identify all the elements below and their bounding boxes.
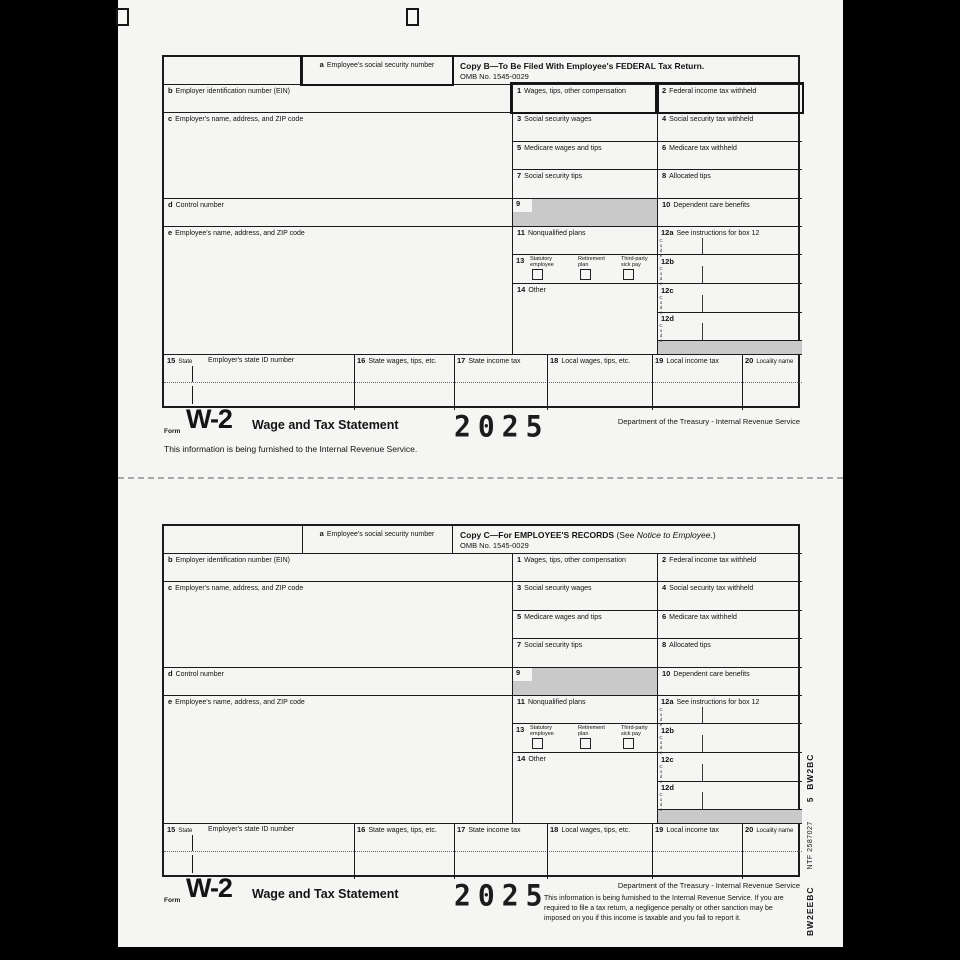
state-tick xyxy=(192,835,193,851)
text: Wages, tips, other compensation xyxy=(524,557,626,564)
grid-line xyxy=(512,84,513,354)
code-divider xyxy=(702,238,703,254)
box-12a-label xyxy=(661,698,759,707)
text: Nonqualified plans xyxy=(527,699,586,706)
paper-sheet xyxy=(118,0,843,947)
form-title: Wage and Tax Statement xyxy=(252,418,399,432)
text: See instructions for box 12 xyxy=(676,230,760,237)
grid-line xyxy=(652,354,653,410)
box-3-label xyxy=(517,584,591,593)
num: 12b xyxy=(661,257,674,266)
copy-title-post: ) xyxy=(712,530,716,540)
state-tick xyxy=(192,366,193,382)
num: 8 xyxy=(662,640,667,649)
w2-copy-b xyxy=(162,55,800,470)
grid-line xyxy=(652,823,653,879)
num: e xyxy=(168,697,173,706)
num: 2 xyxy=(662,86,667,95)
grid-line xyxy=(547,354,548,410)
num: 13 xyxy=(516,256,525,265)
w2-copy-c xyxy=(162,524,800,939)
box-18-label xyxy=(550,357,630,366)
code-vertical-12c: Code xyxy=(658,764,664,784)
grid-line xyxy=(454,354,455,410)
grid-line xyxy=(657,312,802,313)
grid-line xyxy=(164,553,802,554)
tax-year: 2025 xyxy=(454,878,550,913)
grid-line xyxy=(164,354,802,355)
box-9-num-text: 9 xyxy=(516,668,521,677)
num: 1 xyxy=(517,86,522,95)
box-10-label xyxy=(662,670,750,679)
box-15-label xyxy=(167,826,192,835)
state-tick xyxy=(192,386,193,404)
num: 12a xyxy=(661,697,674,706)
grid-line xyxy=(547,823,548,879)
text: State xyxy=(178,828,193,834)
retirement-plan-checkbox[interactable] xyxy=(580,269,591,280)
box-4-label xyxy=(662,584,753,593)
num: 7 xyxy=(517,171,522,180)
code-divider xyxy=(702,764,703,781)
text: See instructions for box 12 xyxy=(676,699,760,706)
box-10-label xyxy=(662,201,750,210)
print-code-bw2bc: BW2BC xyxy=(805,753,815,790)
copy-title-pre: (See xyxy=(614,530,637,540)
code-vertical-12b: Code xyxy=(658,735,664,755)
code-divider xyxy=(702,323,703,340)
grid-line xyxy=(454,823,455,879)
text: Employer's name, address, and ZIP code xyxy=(175,116,304,123)
num: 12a xyxy=(661,228,674,237)
code-divider xyxy=(702,295,703,312)
state-id-label: Employer's state ID number xyxy=(208,357,295,364)
below-12d-shaded-strip xyxy=(657,340,802,354)
num: 2 xyxy=(662,555,667,564)
copy-c-note: This information is being furnished to the Internal Revenue Service. If you are required to file a tax return, a negligence penalty or other sanction may be imposed on you if this income is taxable and you fail to report it. xyxy=(544,895,784,922)
text: Medicare wages and tips xyxy=(524,145,602,152)
box-16-label xyxy=(357,357,437,366)
grid-line xyxy=(657,809,802,810)
box-19-label xyxy=(655,357,719,366)
num: 1 xyxy=(517,555,522,564)
box-a-num: a xyxy=(319,60,324,69)
num: d xyxy=(168,669,173,678)
text: Medicare wages and tips xyxy=(524,614,602,621)
code-vertical-12b: Code xyxy=(658,266,664,286)
box-e-label xyxy=(168,698,305,707)
text: Social security wages xyxy=(524,585,592,592)
omb-number: OMB No. 1545-0029 xyxy=(460,72,529,81)
text: Federal income tax withheld xyxy=(669,88,757,95)
num: 5 xyxy=(517,612,522,621)
num: 18 xyxy=(550,356,559,365)
box-4-label xyxy=(662,115,753,124)
num: 3 xyxy=(517,583,522,592)
text: State income tax xyxy=(468,827,521,834)
grid-line xyxy=(657,340,802,341)
third-party-sick-pay-checkbox[interactable] xyxy=(623,738,634,749)
num: d xyxy=(168,200,173,209)
box-12a-label xyxy=(661,229,759,238)
box-15-label xyxy=(167,357,192,366)
text: Wages, tips, other compensation xyxy=(524,88,626,95)
text: Control number xyxy=(175,202,224,209)
num: e xyxy=(168,228,173,237)
statutory-employee-checkbox[interactable] xyxy=(532,738,543,749)
text: Social security tax withheld xyxy=(669,585,754,592)
box-2-label xyxy=(662,556,756,565)
copy-title-bold: Copy B—To Be Filed With Employee's FEDERAL Tax Return. xyxy=(460,61,705,71)
box-9-number xyxy=(513,668,532,681)
box-6-label xyxy=(662,613,737,622)
num: 12b xyxy=(661,726,674,735)
grid-line xyxy=(164,198,802,199)
code-divider xyxy=(702,266,703,283)
code-divider xyxy=(702,792,703,809)
box-9-num-text: 9 xyxy=(516,199,521,208)
retirement-plan-label: Retirement plan xyxy=(578,256,605,269)
box-16-label xyxy=(357,826,437,835)
num: 14 xyxy=(517,754,526,763)
box-11-label xyxy=(517,229,586,238)
box-18-label xyxy=(550,826,630,835)
text: Control number xyxy=(175,671,224,678)
num: 19 xyxy=(655,825,664,834)
box9-shaded-area xyxy=(512,198,657,226)
box-7-label xyxy=(517,641,582,650)
form-number: W-2 xyxy=(186,873,232,903)
num: 5 xyxy=(517,143,522,152)
omb-number: OMB No. 1545-0029 xyxy=(460,541,529,550)
box-3-label xyxy=(517,115,591,124)
copy-b-footer xyxy=(162,404,800,470)
num: 12c xyxy=(661,286,674,295)
box-a-text: Employee's social security number xyxy=(326,531,435,538)
state-id-label: Employer's state ID number xyxy=(208,826,295,833)
code-vertical-12a: Code xyxy=(658,238,664,258)
text: Allocated tips xyxy=(669,642,711,649)
text: Employer's name, address, and ZIP code xyxy=(175,585,304,592)
registration-mark-right xyxy=(406,8,419,26)
num: 6 xyxy=(662,143,667,152)
copy-title-bold: Copy C—For EMPLOYEE'S RECORDS xyxy=(460,530,615,540)
box-a-num: a xyxy=(319,529,324,538)
num: 10 xyxy=(662,200,671,209)
print-code-5: 5 xyxy=(805,797,815,803)
num: 8 xyxy=(662,171,667,180)
statutory-employee-label: Statutory employee xyxy=(530,256,554,269)
w2-copy-c-grid xyxy=(162,524,800,877)
box-13-number xyxy=(516,726,527,735)
copy-title xyxy=(460,530,716,540)
box-a-label xyxy=(302,530,452,539)
state-tick xyxy=(192,855,193,873)
box-8-label xyxy=(662,172,711,181)
form-title: Wage and Tax Statement xyxy=(252,887,399,901)
text: Other xyxy=(528,756,546,763)
box-8-label xyxy=(662,641,711,650)
num: 11 xyxy=(517,228,525,237)
text: Nonqualified plans xyxy=(527,230,586,237)
num: 16 xyxy=(357,825,366,834)
box-14-label xyxy=(517,286,546,295)
num: 14 xyxy=(517,285,526,294)
code-divider xyxy=(702,707,703,723)
box-2-label xyxy=(662,87,756,96)
text: Other xyxy=(528,287,546,294)
box-14-label xyxy=(517,755,546,764)
copy-title-italic: Notice to Employee. xyxy=(636,530,713,540)
text: Locality name xyxy=(756,828,794,834)
box-a-label xyxy=(302,61,452,70)
box-20-label xyxy=(745,357,793,366)
text: Employer identification number (EIN) xyxy=(175,557,290,564)
text: Allocated tips xyxy=(669,173,711,180)
registration-mark-left xyxy=(116,8,129,26)
text: Local income tax xyxy=(666,827,719,834)
text: Social security tips xyxy=(524,173,583,180)
code-vertical-12a: Code xyxy=(658,707,664,727)
third-party-sick-pay-label: Third-party sick pay xyxy=(621,725,648,738)
num: 18 xyxy=(550,825,559,834)
text: Social security wages xyxy=(524,116,592,123)
grid-line xyxy=(742,354,743,410)
text: Locality name xyxy=(756,359,794,365)
tax-year: 2025 xyxy=(454,409,550,444)
code-vertical-12d: Code xyxy=(658,323,664,343)
box-d-label xyxy=(168,201,224,210)
form-word: Form xyxy=(164,428,181,435)
box-e-label xyxy=(168,229,305,238)
box-b-label xyxy=(168,556,290,565)
grid-line xyxy=(742,823,743,879)
box-5-label xyxy=(517,613,602,622)
box-19-label xyxy=(655,826,719,835)
box-7-label xyxy=(517,172,582,181)
num: 6 xyxy=(662,612,667,621)
box-b-label xyxy=(168,87,290,96)
form-word: Form xyxy=(164,897,181,904)
print-code-bw2eebc: BW2EEBC xyxy=(805,886,815,936)
num: 11 xyxy=(517,697,525,706)
treasury-line: Department of the Treasury - Internal Revenue Service xyxy=(617,417,800,426)
form-number: W-2 xyxy=(186,404,232,434)
num: c xyxy=(168,583,173,592)
treasury-line: Department of the Treasury - Internal Revenue Service xyxy=(617,881,800,890)
box-1-label xyxy=(517,87,626,96)
w2-copy-b-grid xyxy=(162,55,800,408)
grid-line xyxy=(657,781,802,782)
box-9-number xyxy=(513,199,532,212)
side-print-codes xyxy=(802,734,818,936)
third-party-sick-pay-label: Third-party sick pay xyxy=(621,256,648,269)
num: 13 xyxy=(516,725,525,734)
num: 12c xyxy=(661,755,674,764)
grid-line xyxy=(512,553,513,823)
text: Employee's name, address, and ZIP code xyxy=(175,230,305,237)
text: Employee's name, address, and ZIP code xyxy=(175,699,305,706)
state-row-dotted-line xyxy=(164,851,802,852)
code-vertical-12c: Code xyxy=(658,295,664,315)
copy-c-footer xyxy=(162,873,800,939)
code-vertical-12d: Code xyxy=(658,792,664,812)
text: Social security tips xyxy=(524,642,583,649)
grid-line xyxy=(164,823,802,824)
text: Medicare tax withheld xyxy=(669,145,737,152)
num: 4 xyxy=(662,114,667,123)
num: 4 xyxy=(662,583,667,592)
text: Local income tax xyxy=(666,358,719,365)
text: Local wages, tips, etc. xyxy=(561,827,631,834)
box-11-label xyxy=(517,698,586,707)
copy-b-note: This information is being furnished to the Internal Revenue Service. xyxy=(164,444,418,454)
num: 17 xyxy=(457,825,466,834)
grid-line xyxy=(164,226,802,227)
box-1-label xyxy=(517,556,626,565)
grid-line xyxy=(164,667,802,668)
state-row-dotted-line xyxy=(164,382,802,383)
num: 3 xyxy=(517,114,522,123)
copy-title xyxy=(460,61,704,71)
num: c xyxy=(168,114,173,123)
text: Federal income tax withheld xyxy=(669,557,757,564)
num: 20 xyxy=(745,356,754,365)
box-17-label xyxy=(457,826,520,835)
box-d-label xyxy=(168,670,224,679)
text: State wages, tips, etc. xyxy=(368,827,437,834)
grid-line xyxy=(354,823,355,879)
num: 20 xyxy=(745,825,754,834)
text: Social security tax withheld xyxy=(669,116,754,123)
num: b xyxy=(168,555,173,564)
num: 12d xyxy=(661,783,674,792)
num: 12d xyxy=(661,314,674,323)
perforation-line xyxy=(118,477,843,479)
retirement-plan-checkbox[interactable] xyxy=(580,738,591,749)
statutory-employee-label: Statutory employee xyxy=(530,725,554,738)
grid-line xyxy=(164,581,802,582)
num: 7 xyxy=(517,640,522,649)
num: 17 xyxy=(457,356,466,365)
text: State xyxy=(178,359,193,365)
grid-line xyxy=(452,526,453,553)
text: Employer identification number (EIN) xyxy=(175,88,290,95)
num: 10 xyxy=(662,669,671,678)
box-20-label xyxy=(745,826,793,835)
box-13-number xyxy=(516,257,527,266)
code-divider xyxy=(702,735,703,752)
box-c-label xyxy=(168,115,303,124)
grid-line xyxy=(354,354,355,410)
box9-shaded-area xyxy=(512,667,657,695)
num: b xyxy=(168,86,173,95)
box-c-label xyxy=(168,584,303,593)
text: State wages, tips, etc. xyxy=(368,358,437,365)
below-12d-shaded-strip xyxy=(657,809,802,823)
print-code-ntf: NTF 2587027 xyxy=(806,821,814,870)
text: Dependent care benefits xyxy=(673,202,750,209)
box-a-text: Employee's social security number xyxy=(326,62,435,69)
box-5-label xyxy=(517,144,602,153)
text: Medicare tax withheld xyxy=(669,614,737,621)
retirement-plan-label: Retirement plan xyxy=(578,725,605,738)
num: 15 xyxy=(167,825,176,834)
num: 16 xyxy=(357,356,366,365)
statutory-employee-checkbox[interactable] xyxy=(532,269,543,280)
num: 15 xyxy=(167,356,176,365)
box-6-label xyxy=(662,144,737,153)
num: 19 xyxy=(655,356,664,365)
third-party-sick-pay-checkbox[interactable] xyxy=(623,269,634,280)
box-17-label xyxy=(457,357,520,366)
text: Local wages, tips, etc. xyxy=(561,358,631,365)
grid-line xyxy=(164,695,802,696)
text: Dependent care benefits xyxy=(673,671,750,678)
text: State income tax xyxy=(468,358,521,365)
